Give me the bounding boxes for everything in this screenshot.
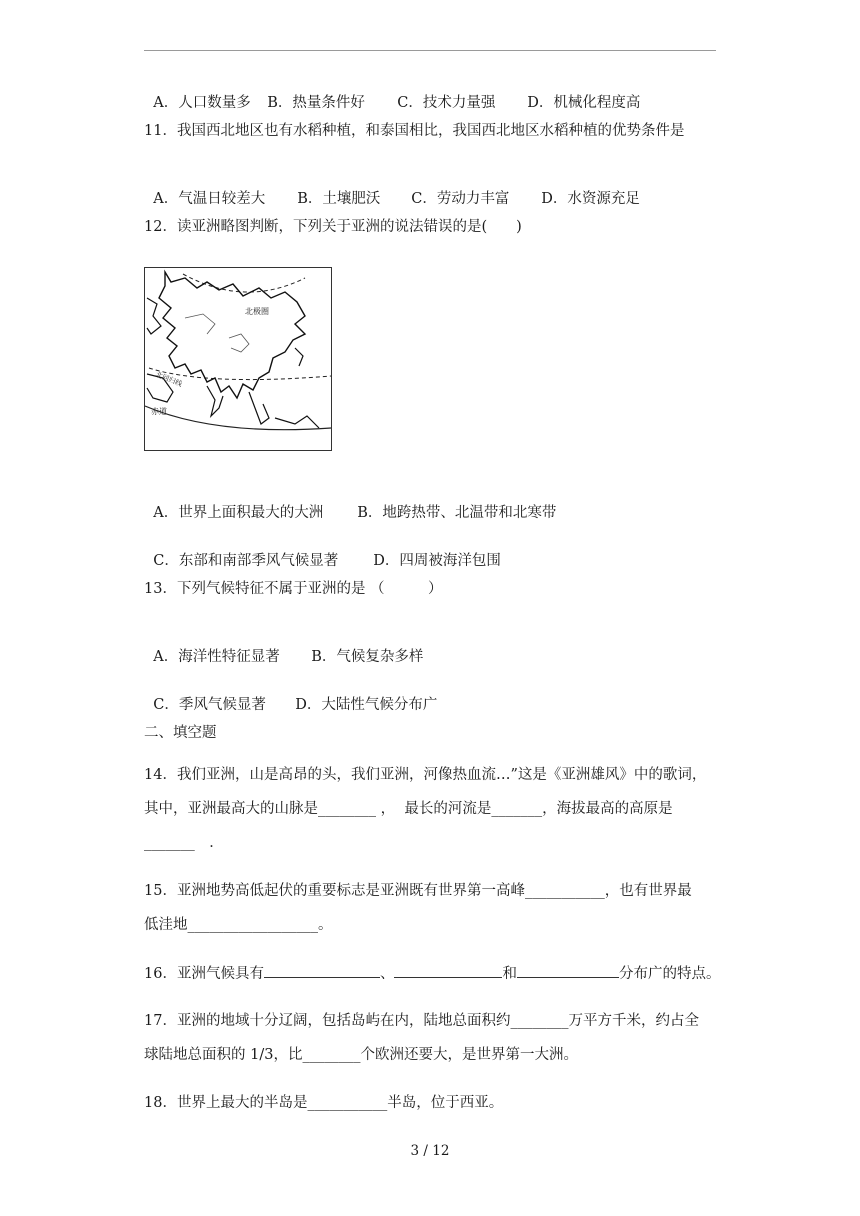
q10-option-d: D．机械化程度高 bbox=[527, 95, 641, 111]
q12-option-a: A．世界上面积最大的大洲 bbox=[153, 505, 324, 521]
q16-line bbox=[144, 963, 720, 984]
q16-blank-3 bbox=[517, 963, 619, 978]
q12-option-d: D．四周被海洋包围 bbox=[373, 553, 501, 569]
q13-options-row1 bbox=[144, 627, 423, 667]
q16-blank-1 bbox=[264, 963, 380, 978]
q11-option-d: D．水资源充足 bbox=[541, 191, 640, 207]
inner-border-2 bbox=[185, 314, 215, 334]
q11-option-c: C．劳动力丰富 bbox=[411, 191, 510, 207]
q16-suffix: 分布广的特点。 bbox=[618, 966, 721, 982]
q12-stem: 12．读亚洲略图判断，下列关于亚洲的说法错误的是( ) bbox=[144, 219, 522, 235]
q13-options-row2 bbox=[144, 675, 437, 715]
q10-option-b: B．热量条件好 bbox=[267, 95, 365, 111]
q11-option-a: A．气温日较差大 bbox=[153, 191, 266, 207]
q14-line2-b: 最长的河流是_______，海拔最高的高原是 bbox=[404, 801, 673, 817]
section-title-fill-blank: 二、填空题 bbox=[144, 725, 217, 741]
q17-line2: 球陆地总面积的 1/3，比________个欧洲还要大，是世界第一大洲。 bbox=[144, 1047, 578, 1063]
islands-coast bbox=[275, 416, 319, 428]
arctic-circle-line bbox=[183, 274, 305, 292]
q14-line3: _______ ． bbox=[144, 835, 224, 851]
label-equator: 赤道 bbox=[151, 407, 167, 416]
header-rule bbox=[144, 50, 716, 51]
q12-options-row1 bbox=[144, 483, 556, 523]
q13-option-c: C．季风气候显著 bbox=[153, 697, 266, 713]
page-number: 3 / 12 bbox=[410, 1143, 450, 1159]
q15-line1: 15．亚洲地势高低起伏的重要标志是亚洲既有世界第一高峰___________，也有世界最 bbox=[144, 883, 692, 899]
inner-border bbox=[229, 334, 249, 352]
q11-option-b: B．土壤肥沃 bbox=[297, 191, 381, 207]
q11-options bbox=[144, 169, 640, 209]
q17-line1: 17．亚洲的地域十分辽阔，包括岛屿在内，陆地总面积约________万平方千米，约占全 bbox=[144, 1013, 699, 1029]
q10-options bbox=[144, 73, 640, 113]
q12-option-b: B．地跨热带、北温带和北寒带 bbox=[357, 505, 557, 521]
q14-line2 bbox=[144, 799, 673, 819]
q12-options-row2 bbox=[144, 531, 501, 571]
q13-option-a: A．海洋性特征显著 bbox=[153, 649, 280, 665]
asia-map bbox=[144, 267, 332, 451]
q16-sep2: 和 bbox=[502, 966, 517, 982]
label-tropic-of-cancer: 北回归线 bbox=[154, 370, 184, 389]
equator-line bbox=[145, 406, 331, 430]
q13-stem: 13．下列气候特征不属于亚洲的是 （ ） bbox=[144, 581, 443, 597]
japan-coast bbox=[295, 348, 303, 366]
q15-line2: 低洼地__________________。 bbox=[144, 917, 333, 933]
q13-option-b: B．气候复杂多样 bbox=[311, 649, 424, 665]
q14-line2-a: 其中，亚洲最高大的山脉是________ ， bbox=[144, 801, 396, 817]
q18-line: 18．世界上最大的半岛是___________半岛，位于西亚。 bbox=[144, 1095, 504, 1111]
q13-option-d: D．大陆性气候分布广 bbox=[295, 697, 438, 713]
asia-map-drawing bbox=[145, 268, 331, 450]
q16-blank-2 bbox=[394, 963, 502, 978]
q10-option-c: C．技术力量强 bbox=[397, 95, 496, 111]
q11-stem: 11．我国西北地区也有水稻种植，和泰国相比，我国西北地区水稻种植的优势条件是 bbox=[144, 123, 685, 139]
q14-line1: 14．我们亚洲，山是高昂的头，我们亚洲，河像热血流…”这是《亚洲雄风》中的歌词， bbox=[144, 767, 707, 783]
q16-sep1: 、 bbox=[379, 966, 395, 982]
label-arctic-circle: 北极圈 bbox=[245, 307, 269, 316]
europe-coast bbox=[147, 298, 161, 334]
q10-option-a: A．人口数量多 bbox=[153, 95, 251, 111]
q16-prefix: 16．亚洲气候具有 bbox=[144, 966, 264, 982]
indochina-coast bbox=[249, 392, 269, 424]
q12-option-c: C．东部和南部季风气候显著 bbox=[153, 553, 339, 569]
